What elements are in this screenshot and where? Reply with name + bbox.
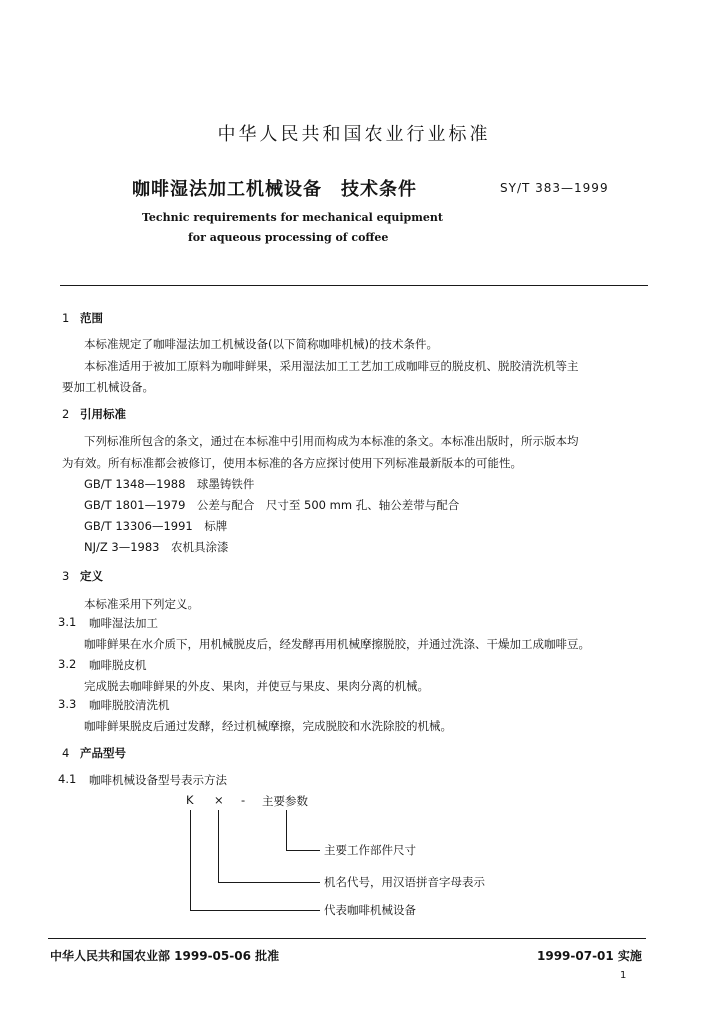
definition-3-2-number: 3.2 — [58, 657, 77, 671]
section-1-paragraph-1: 本标准规定了咖啡湿法加工机械设备(以下简称咖啡机械)的技术条件。 — [84, 337, 438, 351]
section-1-paragraph-2b: 要加工机械设备。 — [62, 380, 154, 394]
definition-3-3-title: 咖啡脱胶清洗机 — [89, 698, 170, 712]
header-divider — [60, 285, 648, 286]
section-1-title: 范围 — [80, 311, 103, 325]
main-parameter-label: 主要参数 — [262, 794, 308, 808]
section-2-title: 引用标准 — [80, 407, 126, 421]
reference-item: NJ/Z 3—1983 农机具涂漆 — [84, 540, 229, 554]
standard-code: SY/T 383—1999 — [500, 181, 609, 195]
section-1-number: 1 — [62, 311, 70, 325]
standard-title-chinese: 咖啡湿法加工机械设备 技术条件 — [132, 179, 417, 200]
machine-code-label: 机名代号，用汉语拼音字母表示 — [324, 875, 485, 889]
section-3-intro: 本标准采用下列定义。 — [84, 597, 199, 611]
definition-3-3-number: 3.3 — [58, 697, 77, 711]
page-number: 1 — [620, 970, 627, 981]
definition-3-3-text: 咖啡鲜果脱皮后通过发酵，经过机械摩擦，完成脱胶和水洗除胶的机械。 — [84, 719, 452, 733]
bracket-line — [218, 810, 219, 882]
effective-date: 1999-07-01 实施 — [537, 949, 642, 963]
coffee-machinery-category-label: 代表咖啡机械设备 — [324, 903, 416, 917]
standard-title-english-line2: for aqueous processing of coffee — [188, 231, 389, 244]
section-2-paragraph-b: 为有效。所有标准都会被修订，使用本标准的各方应探讨使用下列标准最新版本的可能性。 — [62, 456, 522, 470]
reference-item: GB/T 1801—1979 公差与配合 尺寸至 500 mm 孔、轴公差带与配合 — [84, 498, 460, 512]
definition-3-1-title: 咖啡湿法加工 — [89, 616, 158, 630]
section-4-number: 4 — [62, 746, 70, 760]
bracket-line — [218, 882, 320, 883]
section-4-title: 产品型号 — [80, 746, 126, 760]
bracket-line — [286, 850, 320, 851]
section-1-paragraph-2a: 本标准适用于被加工原料为咖啡鲜果，采用湿法加工工艺加工成咖啡豆的脱皮机、脱胶清洗机等主 — [84, 359, 579, 373]
approval-date: 中华人民共和国农业部 1999-05-06 批准 — [50, 949, 280, 963]
subsection-4-1-number: 4.1 — [58, 772, 77, 786]
standard-title-english-line1: Technic requirements for mechanical equipment — [142, 211, 443, 224]
model-code-dash: - — [241, 793, 246, 807]
section-3-title: 定义 — [80, 569, 103, 583]
footer-divider — [48, 938, 646, 939]
subsection-4-1-title: 咖啡机械设备型号表示方法 — [89, 773, 227, 787]
model-code-x: × — [214, 793, 224, 807]
reference-item: GB/T 13306—1991 标牌 — [84, 519, 228, 533]
definition-3-2-title: 咖啡脱皮机 — [89, 658, 147, 672]
model-code-k: K — [186, 793, 194, 807]
issuing-agency: 中华人民共和国农业行业标准 — [217, 124, 491, 145]
definition-3-2-text: 完成脱去咖啡鲜果的外皮、果肉，并使豆与果皮、果肉分离的机械。 — [84, 679, 429, 693]
section-2-number: 2 — [62, 407, 70, 421]
bracket-line — [190, 810, 191, 910]
reference-item: GB/T 1348—1988 球墨铸铁件 — [84, 477, 255, 491]
main-part-size-label: 主要工作部件尺寸 — [324, 843, 416, 857]
section-2-paragraph-a: 下列标准所包含的条文，通过在本标准中引用而构成为本标准的条文。本标准出版时，所示版本均 — [84, 434, 579, 448]
section-3-number: 3 — [62, 569, 70, 583]
definition-3-1-text: 咖啡鲜果在水介质下，用机械脱皮后，经发酵再用机械摩擦脱胶，并通过洗涤、干燥加工成咖啡豆。 — [84, 637, 590, 651]
bracket-line — [190, 910, 320, 911]
definition-3-1-number: 3.1 — [58, 615, 77, 629]
bracket-line — [286, 810, 287, 850]
